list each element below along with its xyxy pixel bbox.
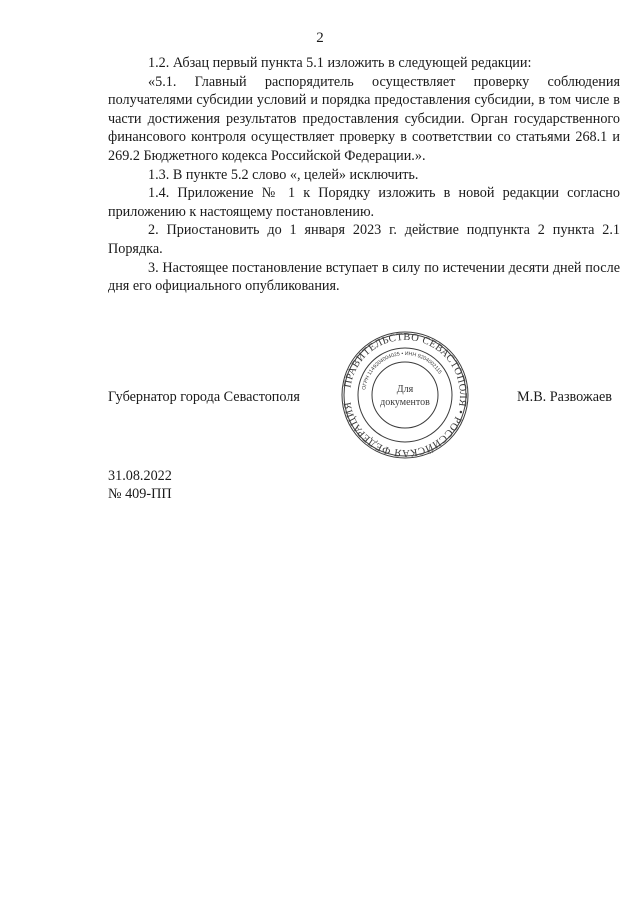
paragraph-1-3: 1.3. В пункте 5.2 слово «, целей» исключить. xyxy=(148,166,419,183)
seal-inner-text: ОГРН 1149204004025 • ИНН 9204002115 xyxy=(361,350,443,391)
signatory-title: Губернатор города Севастополя xyxy=(108,389,300,405)
signatory-name: М.В. Развожаев xyxy=(517,389,612,405)
document-date: 31.08.2022 xyxy=(108,468,172,484)
paragraph-3: 3. Настоящее постановление вступает в силу по истечении десяти дней после дня его официального опубликования. xyxy=(108,259,620,295)
paragraph-1-2: 1.2. Абзац первый пункта 5.1 изложить в следующей редакции: xyxy=(148,55,532,71)
seal-center-line1: Для xyxy=(396,384,414,395)
paragraph-5-1-quote: «5.1. Главный распорядитель осуществляет проверку соблюдения получателями субсидии условий и порядка предоставления субсидии, в том числе в части достижения результатов предоставления субсидии. Орган государственного финансового контроля осуществляет проверку в соответствии со статьями 268.1 и 269.2 Бюджетного кодекса Российской Федерации.». xyxy=(108,73,620,164)
page-number: 2 xyxy=(316,30,324,46)
seal-center-line2: документов xyxy=(380,397,430,408)
paragraph-2: 2. Приостановить до 1 января 2023 г. действие подпункта 2 пункта 2.1 Порядка. xyxy=(108,222,620,257)
official-seal-icon xyxy=(340,330,470,460)
document-meta xyxy=(108,467,172,503)
document-number: № 409-ПП xyxy=(108,486,172,502)
body-text xyxy=(108,54,620,296)
paragraph-1-4: 1.4. Приложение № 1 к Порядку изложить в новой редакции согласно приложению к настоящему постановлению. xyxy=(108,185,620,220)
seal-outer-text: ПРАВИТЕЛЬСТВО СЕВАСТОПОЛЯ • РОССИЙСКАЯ ФЕДЕРАЦИЯ xyxy=(342,331,469,459)
